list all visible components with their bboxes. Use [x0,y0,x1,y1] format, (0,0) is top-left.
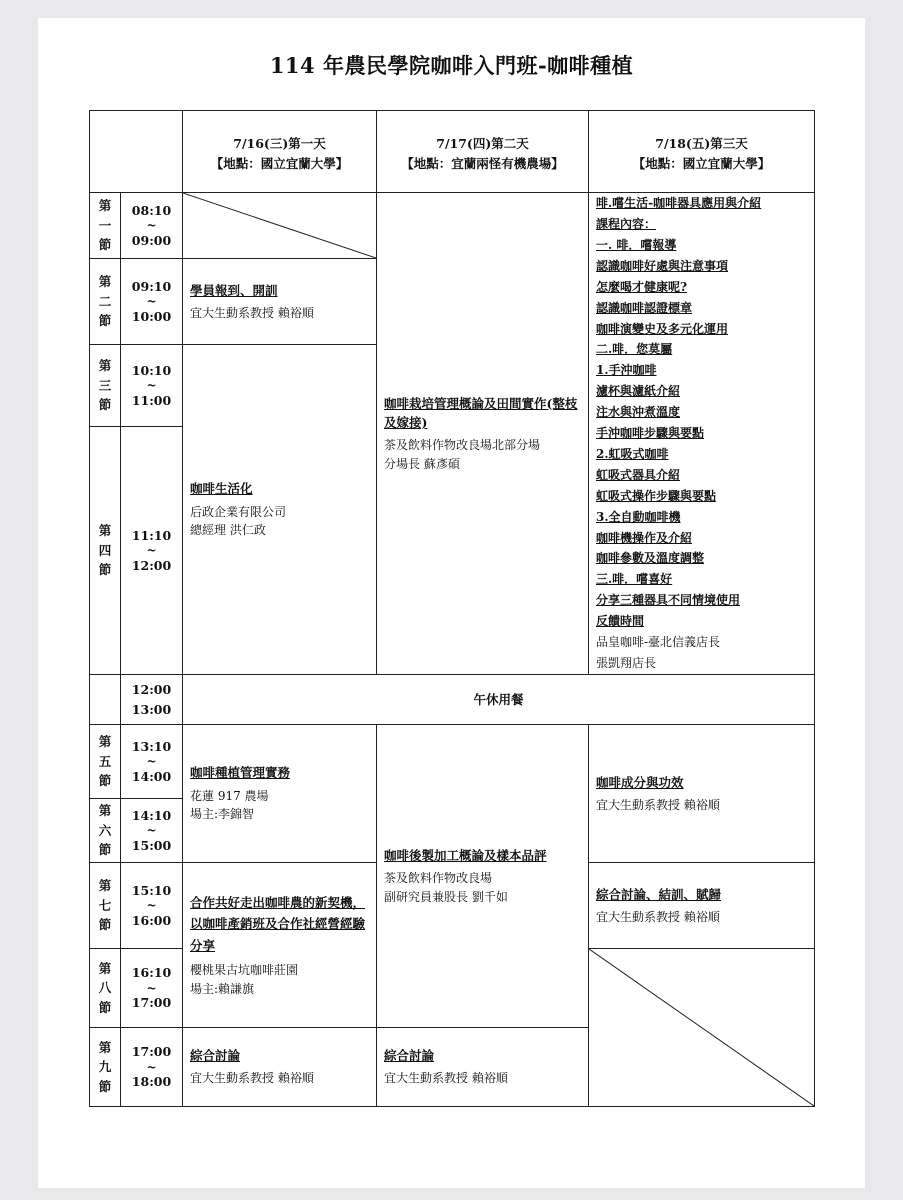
day1-session9-cell [183,1028,377,1107]
day3-course-line: 手沖咖啡步驟與要點 [596,426,705,441]
session-row [90,193,815,259]
time-tilde: ~ [146,754,157,769]
day1-session56-cell [183,725,377,863]
day2-afternoon-speaker: 副研究員兼股長 劉千如 [384,889,508,904]
day1-session34-org: 后政企業有限公司 [190,504,287,519]
session-name: 第 二 節 [98,274,112,329]
diagonal-line [183,193,376,258]
session-row [90,725,815,799]
day1-location: 【地點：國立宜蘭大學】 [210,155,349,171]
time-tilde: ~ [146,378,157,393]
day3-course-line: 咖啡演變史及多元化運用 [596,321,729,336]
day2-date: 7/17(四)第二天 [436,136,529,152]
day1-session2-cell [183,259,377,345]
time-tilde: ~ [146,823,157,838]
day3-morning-cell [589,193,815,675]
time-tilde: ~ [146,294,157,309]
time-start: 16:10 [131,965,172,981]
session-label [90,863,121,949]
session-name: 第 九 節 [98,1039,112,1094]
time-tilde: ~ [146,898,157,913]
time-start: 13:10 [131,738,172,754]
day2-header [377,111,589,193]
day3-course-line: 虹吸式器具介紹 [596,467,681,482]
day1-session56-org: 花蓮 917 農場 [190,788,269,803]
day3-session7-topic: 綜合討論、結訓、賦歸 [596,886,722,902]
session-label [90,259,121,345]
time-end: 16:00 [131,912,172,928]
day2-location: 【地點：宜蘭兩怪有機農場】 [401,155,564,171]
day3-session7-speaker: 宜大生動系教授 賴裕順 [596,909,720,924]
session-label [90,193,121,259]
session-name: 第 八 節 [98,960,112,1015]
lunch-label: 午休用餐 [183,675,815,725]
day3-course-line: 二.啡．您莫屬 [596,342,673,357]
time-start: 15:10 [131,882,172,898]
diagonal-line [589,949,814,1106]
session-time [121,193,183,259]
session-time [121,725,183,799]
time-start: 14:10 [131,807,172,823]
day2-morning-speaker: 分場長 蘇彥碩 [384,456,460,471]
day3-session7-cell [589,863,815,949]
time-end: 18:00 [131,1074,172,1090]
time-start: 08:10 [131,202,172,218]
time-end: 17:00 [131,995,172,1011]
day3-course-line: 認識咖啡好處與注意事項 [596,258,729,273]
day3-course-line: 虹吸式操作步驟與要點 [596,488,717,503]
day1-session2-speaker: 宜大生動系教授 賴裕順 [190,305,314,320]
day1-session9-speaker: 宜大生動系教授 賴裕順 [190,1071,314,1086]
day3-course-line: 認識咖啡認證標章 [596,300,693,315]
day1-header [183,111,377,193]
day2-afternoon-topic: 咖啡後製加工概論及樣本品評 [384,847,547,863]
day1-session34-cell [183,345,377,675]
session-label [90,345,121,427]
day1-session9-topic: 綜合討論 [190,1048,241,1064]
time-start: 10:10 [131,362,172,378]
session-name: 第 三 節 [98,358,112,413]
day2-session9-topic: 綜合討論 [384,1048,435,1064]
day2-morning-topic: 咖啡栽培管理概論及田間實作(整枝及嫁接) [384,395,578,430]
day1-empty-cell [183,193,377,259]
time-end: 14:00 [131,768,172,784]
time-tilde: ~ [146,980,157,995]
session-name: 第 五 節 [98,734,112,789]
day3-speaker-line: 品皇咖啡-臺北信義店長 [596,635,721,650]
session-time [121,799,183,863]
day3-course-line: 濾杯與濾紙介紹 [596,384,681,399]
session-label [90,799,121,863]
day3-course-line: 三.啡．嚐喜好 [596,572,673,587]
time-tilde: ~ [146,1059,157,1074]
day2-session9-speaker: 宜大生動系教授 賴裕順 [384,1071,508,1086]
lunch-row [90,675,815,725]
session-time [121,345,183,427]
day2-session9-cell [377,1028,589,1107]
session-name: 第 一 節 [98,198,112,253]
time-start: 09:10 [131,278,172,294]
time-end: 10:00 [131,308,172,324]
session-name: 第 七 節 [98,878,112,933]
time-tilde: ~ [146,543,157,558]
page-title: 114 年農民學院咖啡入門班-咖啡種植 [269,53,634,78]
day2-morning-cell [377,193,589,675]
day3-course-line: 咖啡參數及溫度調整 [596,551,705,566]
lunch-time [121,675,183,725]
session-name: 第 四 節 [98,523,112,578]
day1-session56-speaker: 場主:李錦智 [190,807,255,822]
session-time [121,259,183,345]
day1-session78-speaker: 場主:賴謙旗 [190,981,255,996]
day2-afternoon-cell [377,725,589,1028]
session-time [121,1028,183,1107]
header-corner [90,111,183,193]
day3-session56-topic: 咖啡成分與功效 [596,774,684,790]
time-start: 17:00 [131,1044,172,1060]
day3-course-line: 1.手沖咖啡 [596,363,657,378]
time-end: 15:00 [131,837,172,853]
lunch-end: 13:00 [131,701,172,717]
session-time [121,949,183,1028]
day3-course-line: 3.全自動咖啡機 [596,509,681,524]
day1-session34-topic: 咖啡生活化 [190,481,253,497]
day3-course-line: 怎麼喝才健康呢? [596,279,688,294]
session-label [90,427,121,675]
day1-session78-org: 櫻桃果古坑咖啡莊園 [190,963,299,978]
day3-course-line: 咖啡機操作及介紹 [596,530,693,545]
time-start: 11:10 [131,527,172,543]
day3-course-line: 啡.嚐生活-咖啡器具應用與介紹 [596,196,762,211]
day1-session34-speaker: 總經理 洪仁政 [190,523,266,538]
day1-session2-topic: 學員報到、開訓 [190,282,278,298]
day3-date: 7/18(五)第三天 [655,136,748,152]
session-time [121,427,183,675]
schedule-table [89,110,815,1107]
day3-course-line: 注水與沖煮溫度 [596,405,681,420]
session-label [90,949,121,1028]
day3-speaker-line: 張凱翔店長 [596,656,657,671]
day3-course-line: 課程內容： [596,216,657,231]
day2-morning-speaker-org: 茶及飲料作物改良場北部分場 [384,438,541,453]
day3-course-line: 2.虹吸式咖啡 [596,446,669,461]
day3-course-line: 分享三種器具不同情境使用 [596,593,741,608]
header-row [90,111,815,193]
day2-afternoon-org: 茶及飲料作物改良場 [384,871,493,886]
day3-header [589,111,815,193]
session-time [121,863,183,949]
day1-session56-topic: 咖啡種植管理實務 [190,765,291,781]
day3-session56-speaker: 宜大生動系教授 賴裕順 [596,797,720,812]
day1-session78-cell [183,863,377,1028]
session-label [90,1028,121,1107]
session-name: 第 六 節 [98,803,112,858]
time-end: 09:00 [131,232,172,248]
day1-date: 7/16(三)第一天 [233,136,326,152]
day3-location: 【地點：國立宜蘭大學】 [632,155,771,171]
day1-session78-topic: 合作共好走出咖啡農的新契機，以咖啡產銷班及合作社經營經驗分享 [190,894,366,954]
session-label [90,725,121,799]
time-end: 11:00 [131,392,172,408]
day3-session56-cell [589,725,815,863]
lunch-session-blank [90,675,121,725]
day3-empty-cell [589,949,815,1107]
lunch-start: 12:00 [131,682,172,698]
day3-course-line: 一. 啡．嚐報導 [596,237,677,252]
time-tilde: ~ [146,218,157,233]
time-end: 12:00 [131,557,172,573]
day3-course-line: 反饋時間 [596,614,645,629]
